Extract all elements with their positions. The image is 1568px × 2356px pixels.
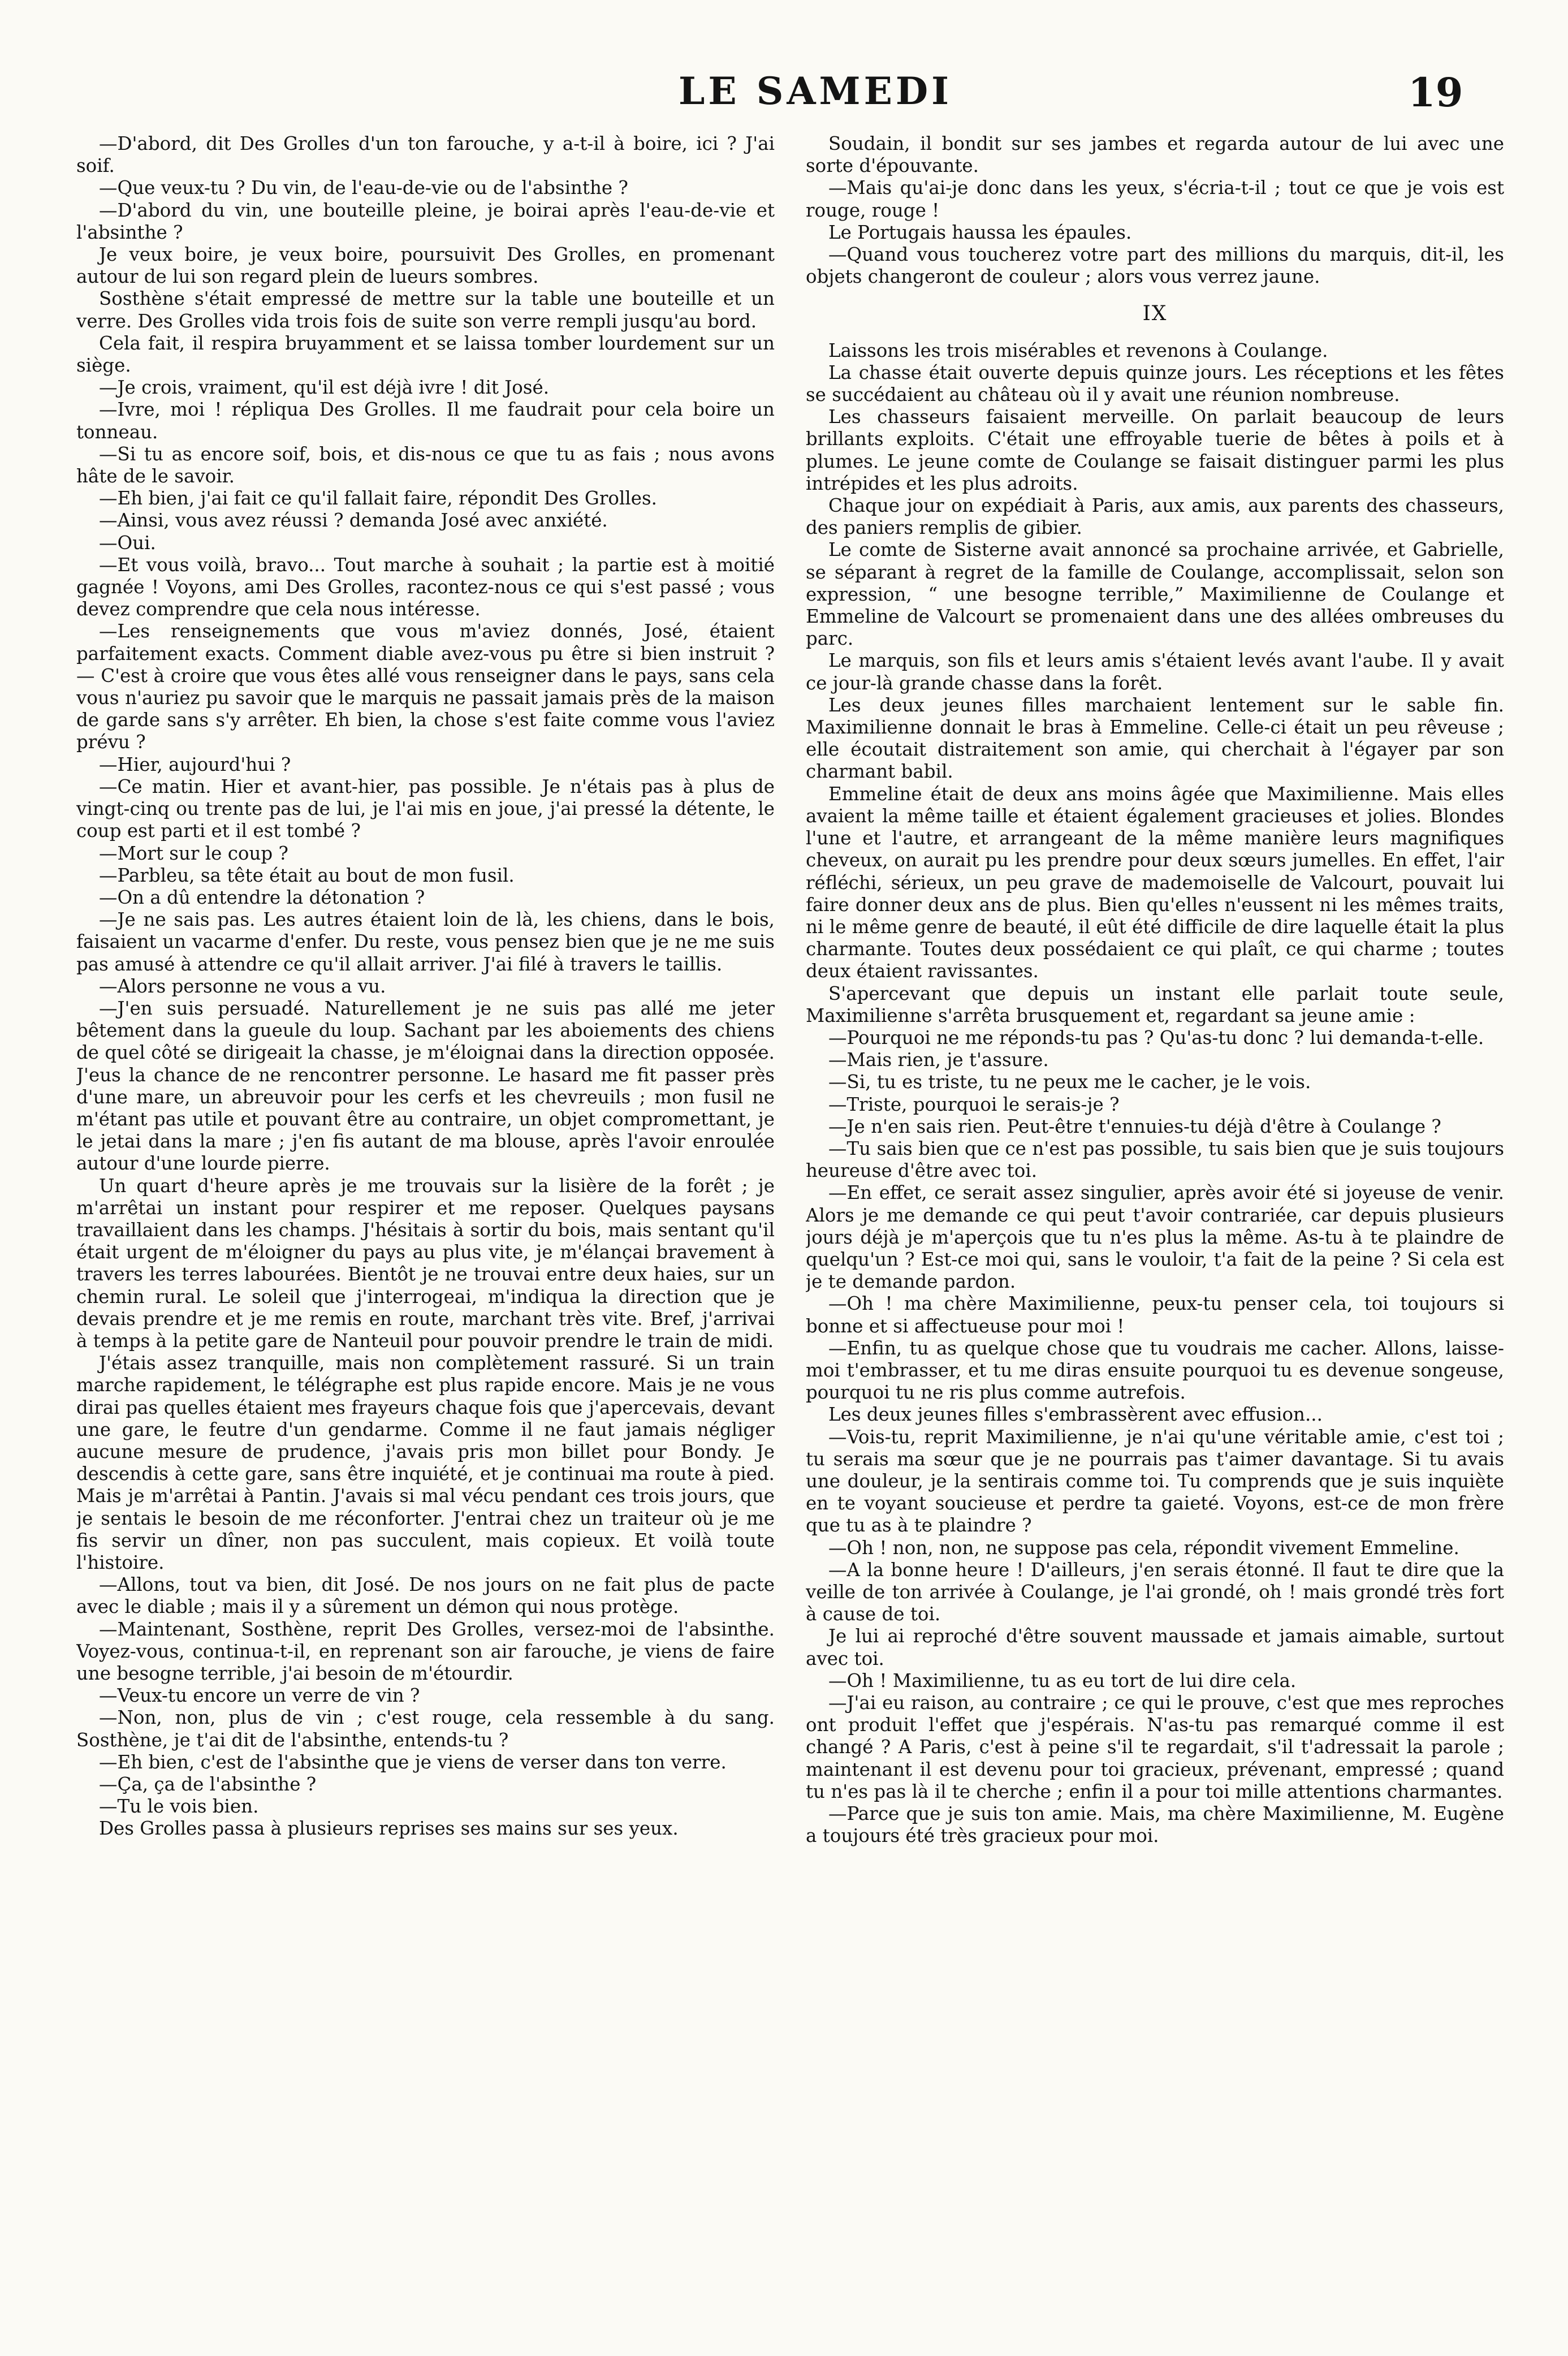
paragraph: Les deux jeunes filles s'embrassèrent avec effusion... [828,1404,1323,1426]
paragraph: —Enfin, tu as quelque chose que tu voudrais me cacher. Allons, laisse-moi t'embrasser, et tu me diras ensuite pourquoi tu es devenue songeuse, pourquoi tu ne ris plus comme autrefois. [806,1337,1504,1404]
paragraph: S'apercevant que depuis un instant elle parlait toute seule, Maximilienne s'arrêta brusquement et, regardant sa jeune amie : [806,982,1504,1026]
paragraph: La chasse était ouverte depuis quinze jours. Les réceptions et les fêtes se succédaient au château où il y avait une réunion nombreuse. [806,361,1504,406]
paragraph: —Non, non, plus de vin ; c'est rouge, cela ressemble à du sang. Sosthène, je t'ai dit de l'absinthe, entends-tu ? [76,1707,775,1751]
page-number: 19 [1408,69,1463,116]
paragraph: —Eh bien, c'est de l'absinthe que je viens de verser dans ton verre. [99,1751,727,1773]
paragraph: —Mais rien, je t'assure. [828,1049,1049,1071]
paragraph: —Si, tu es triste, tu ne peux me le cacher, je le vois. [828,1071,1311,1093]
paragraph: —Je ne sais pas. Les autres étaient loin de là, les chiens, dans le bois, faisaient un vacarme d'enfer. Du reste, vous pensez bien que je ne me suis pas amusé à attendre ce qu'il allait arriver. J'ai filé à travers le taillis. [76,909,775,975]
paragraph: Laissons les trois misérables et revenons à Coulange. [828,339,1328,361]
paragraph: —Oh ! Maximilienne, tu as eu tort de lui dire cela. [828,1669,1297,1692]
paragraph: Chaque jour on expédiait à Paris, aux amis, aux parents des chasseurs, des paniers remplis de gibier. [806,495,1504,539]
left-column [76,133,775,2327]
paragraph: —Maintenant, Sosthène, reprit Des Grolles, versez-moi de l'absinthe. Voyez-vous, continua-t-il, en reprenant son air farouche, je viens de faire une besogne terrible, j'ai besoin de m'étourdir. [76,1618,775,1685]
paragraph: Les deux jeunes filles marchaient lentement sur le sable fin. Maximilienne donnait le bras à Emmeline. Celle-ci était un peu rêveuse ; elle écoutait distraitement son amie, qui cherchait à l'égayer par son charmant babil. [806,694,1504,783]
paragraph: Je veux boire, je veux boire, poursuivit Des Grolles, en promenant autour de lui son regard plein de lueurs sombres. [76,244,775,288]
paragraph: —Allons, tout va bien, dit José. De nos jours on ne fait plus de pacte avec le diable ; mais il y a sûrement un démon qui nous protège. [76,1574,775,1618]
paragraph: —Les renseignements que vous m'aviez donnés, José, étaient parfaitement exacts. Comment diable avez-vous pu être si bien instruit ? — C'est à croire que vous êtes allé vous renseigner dans le pays, sans cela vous n'auriez pu savoir que le marquis ne passait jamais près de la maison de garde sans s'y arrêter. Eh bien, la chose s'est faite comme vous l'aviez prévu ? [76,620,775,753]
paragraph: —Ce matin. Hier et avant-hier, pas possible. Je n'étais pas à plus de vingt-cinq ou trente pas de lui, je l'ai mis en joue, j'ai pressé la détente, le coup est parti et il est tombé ? [76,775,775,842]
paragraph: Les chasseurs faisaient merveille. On parlait beaucoup de leurs brillants exploits. C'était une effroyable tuerie de bêtes à poils et à plumes. Le jeune comte de Coulange se faisait distinguer parmi les plus intrépides et les plus adroits. [806,406,1504,494]
paragraph: —Tu sais bien que ce n'est pas possible, tu sais bien que je suis toujours heureuse d'être avec toi. [806,1137,1504,1182]
paragraph: Des Grolles passa à plusieurs reprises ses mains sur ses yeux. [99,1818,679,1840]
paragraph: —Que veux-tu ? Du vin, de l'eau-de-vie ou de l'absinthe ? [99,177,628,199]
paragraph: —Mort sur le coup ? [99,842,288,864]
paragraph: —Veux-tu encore un verre de vin ? [99,1685,420,1707]
paragraph: —Oui. [99,532,156,554]
paragraph: —Triste, pourquoi le serais-je ? [828,1093,1120,1115]
right-column-bottom [806,340,1504,1848]
paragraph: —J'ai eu raison, au contraire ; ce qui le prouve, c'est que mes reproches ont produit l'effet que j'espérais. N'as-tu pas remarqué comme il est changé ? A Paris, c'est à peine s'il te regardait, s'il t'adressait la parole ; maintenant il est devenu pour toi gracieux, prévenant, empressé ; quand tu n'es pas là il te cherche ; enfin il a pour toi mille attentions charmantes. [806,1692,1504,1802]
right-column [806,133,1504,2327]
paragraph: —Mais qu'ai-je donc dans les yeux, s'écria-t-il ; tout ce que je vois est rouge, rouge ! [806,177,1504,221]
paragraph: —Eh bien, j'ai fait ce qu'il fallait faire, répondit Des Grolles. [99,487,658,510]
paragraph: —Hier, aujourd'hui ? [99,753,291,775]
paragraph: —Si tu as encore soif, bois, et dis-nous ce que tu as fais ; nous avons hâte de le savoir. [76,443,775,487]
paragraph: —D'abord du vin, une bouteille pleine, je boirai après l'eau-de-vie et l'absinthe ? [76,199,775,243]
paragraph: —Pourquoi ne me réponds-tu pas ? Qu'as-tu donc ? lui demanda-t-elle. [828,1026,1484,1048]
paragraph: —Alors personne ne vous a vu. [99,975,386,997]
paragraph: Un quart d'heure après je me trouvais sur la lisière de la forêt ; je m'arrêtai un instant pour respirer et me reposer. Quelques paysans travaillaient dans les champs. J'hésitais à sortir du bois, mais sentant qu'il était urgent de m'éloigner du pays au plus vite, je m'élançai bravement à travers les terres labourées. Bientôt je ne trouvai entre deux haies, sur un chemin rural. Le soleil que j'interrogeai, m'indiqua la direction que je devais prendre et je me remis en route, marchant très vite. Bref, j'arrivai à temps à la petite gare de Nanteuil pour pouvoir prendre le train de midi. [76,1175,775,1352]
paragraph: Soudain, il bondit sur ses jambes et regarda autour de lui avec une sorte d'épouvante. [806,133,1504,177]
paragraph: —Ça, ça de l'absinthe ? [99,1774,317,1796]
paragraph: —Parce que je suis ton amie. Mais, ma chère Maximilienne, M. Eugène a toujours été très gracieux pour moi. [806,1803,1504,1847]
paragraph: —Tu le vois bien. [99,1796,259,1818]
paragraph: Le Portugais haussa les épaules. [828,221,1132,243]
paragraph: —Oh ! ma chère Maximilienne, peux-tu penser cela, toi toujours si bonne et si affectueuse pour moi ! [806,1293,1504,1337]
paragraph: —On a dû entendre la détonation ? [99,886,425,908]
paragraph: Sosthène s'était empressé de mettre sur la table une bouteille et un verre. Des Grolles vida trois fois de suite son verre rempli jusqu'au bord. [76,288,775,332]
paragraph: Cela fait, il respira bruyamment et se laissa tomber lourdement sur un siège. [76,332,775,377]
paragraph: Emmeline était de deux ans moins âgée que Maximilienne. Mais elles avaient la même taille et étaient également gracieuses et jolies. Blondes l'une et l'autre, et arrangeant de la même manière leurs magnifiques cheveux, on aurait pu les prendre pour deux sœurs jumelles. En effet, l'air réfléchi, sérieux, un peu grave de mademoiselle de Valcourt, pouvait lui faire donner deux ans de plus. Bien qu'elles n'eussent ni les mêmes traits, ni le même genre de beauté, il eût été difficile de dire laquelle était la plus charmante. Toutes deux possédaient ce qui plaît, ce qui charme ; toutes deux étaient ravissantes. [806,783,1504,982]
paragraph: —Et vous voilà, bravo... Tout marche à souhait ; la partie est à moitié gagnée ! Voyons, ami Des Grolles, racontez-nous ce qui s'est passé ; vous devez comprendre que cela nous intéresse. [76,554,775,620]
paragraph: —En effet, ce serait assez singulier, après avoir été si joyeuse de venir. Alors je me demande ce qui peut t'avoir contrariée, car depuis plusieurs jours déjà je m'aperçois que tu n'es plus la même. As-tu à te plaindre de quelqu'un ? Est-ce moi qui, sans le vouloir, t'a fait de la peine ? Si cela est je te demande pardon. [806,1182,1504,1293]
paragraph: J'étais assez tranquille, mais non complètement rassuré. Si un train marche rapidement, le télégraphe est plus rapide encore. Mais je ne vous dirai pas quelles étaient mes frayeurs chaque fois que j'apercevais, devant une gare, le feutre d'un gendarme. Comme il ne faut jamais négliger aucune mesure de prudence, j'avais pris mon billet pour Bondy. Je descendis à cette gare, sans être inquiété, et je continuai ma route à pied. Mais je m'arrêtai à Pantin. J'avais si mal vécu pendant ces trois jours, que je sentais le besoin de me réconforter. J'entrai chez un traiteur où je me fis servir un dîner, non pas succulent, mais copieux. Et voilà toute l'histoire. [76,1352,775,1573]
paragraph: —Je n'en sais rien. Peut-être t'ennuies-tu déjà d'être à Coulange ? [828,1115,1441,1137]
paragraph: —Parbleu, sa tête était au bout de mon fusil. [99,864,515,886]
paragraph: —Vois-tu, reprit Maximilienne, je n'ai qu'une véritable amie, c'est toi ; tu serais ma sœur que je ne pourrais pas t'aimer davantage. Si tu avais une douleur, je la sentirais comme toi. Tu comprends que je suis inquiète en te voyant soucieuse et perdre ta gaieté. Voyons, est-ce de mon frère que tu as à te plaindre ? [806,1426,1504,1537]
paragraph: Le comte de Sisterne avait annoncé sa prochaine arrivée, et Gabrielle, se séparant à regret de la famille de Coulange, accomplissait, selon son expression, “ une besogne terrible,” Maximilienne de Coulange et Emmeline de Valcourt se promenaient dans une des allées ombreuses du parc. [806,539,1504,650]
paragraph: —Je crois, vraiment, qu'il est déjà ivre ! dit José. [99,377,550,399]
page-title: LE SAMEDI [679,69,953,113]
paragraph: —J'en suis persuadé. Naturellement je ne suis pas allé me jeter bêtement dans la gueule du loup. Sachant par les aboiements des chiens de quel côté se dirigeait la chasse, je m'éloignai dans la direction opposée. J'eus la chance de ne rencontrer personne. Le hasard me fit passer près d'une mare, un abreuvoir pour les cerfs et les chevreuils ; mon fusil ne m'étant pas utile et pouvant être au contraire, un objet compromettant, je le jetai dans la mare ; j'en fis autant de ma blouse, après l'avoir enroulée autour d'une lourde pierre. [76,997,775,1175]
paragraph: —Quand vous toucherez votre part des millions du marquis, dit-il, les objets changeront de couleur ; alors vous verrez jaune. [806,244,1504,288]
paragraph: Le marquis, son fils et leurs amis s'étaient levés avant l'aube. Il y avait ce jour-là grande chasse dans la forêt. [806,650,1504,694]
paragraph: —D'abord, dit Des Grolles d'un ton farouche, y a-t-il à boire, ici ? J'ai soif. [76,133,775,177]
page-header [0,62,1568,130]
paragraph: Je lui ai reproché d'être souvent maussade et jamais aimable, surtout avec toi. [806,1625,1504,1669]
paragraph: —A la bonne heure ! D'ailleurs, j'en serais étonné. Il faut te dire que la veille de ton arrivée à Coulange, je l'ai grondé, oh ! mais grondé très fort à cause de toi. [806,1559,1504,1625]
right-column-top [806,133,1504,288]
paragraph: —Oh ! non, non, ne suppose pas cela, répondit vivement Emmeline. [828,1537,1459,1559]
paragraph: —Ivre, moi ! répliqua Des Grolles. Il me faudrait pour cela boire un tonneau. [76,399,775,443]
paragraph: —Ainsi, vous avez réussi ? demanda José avec anxiété. [99,510,608,532]
section-heading: IX [1142,302,1168,326]
